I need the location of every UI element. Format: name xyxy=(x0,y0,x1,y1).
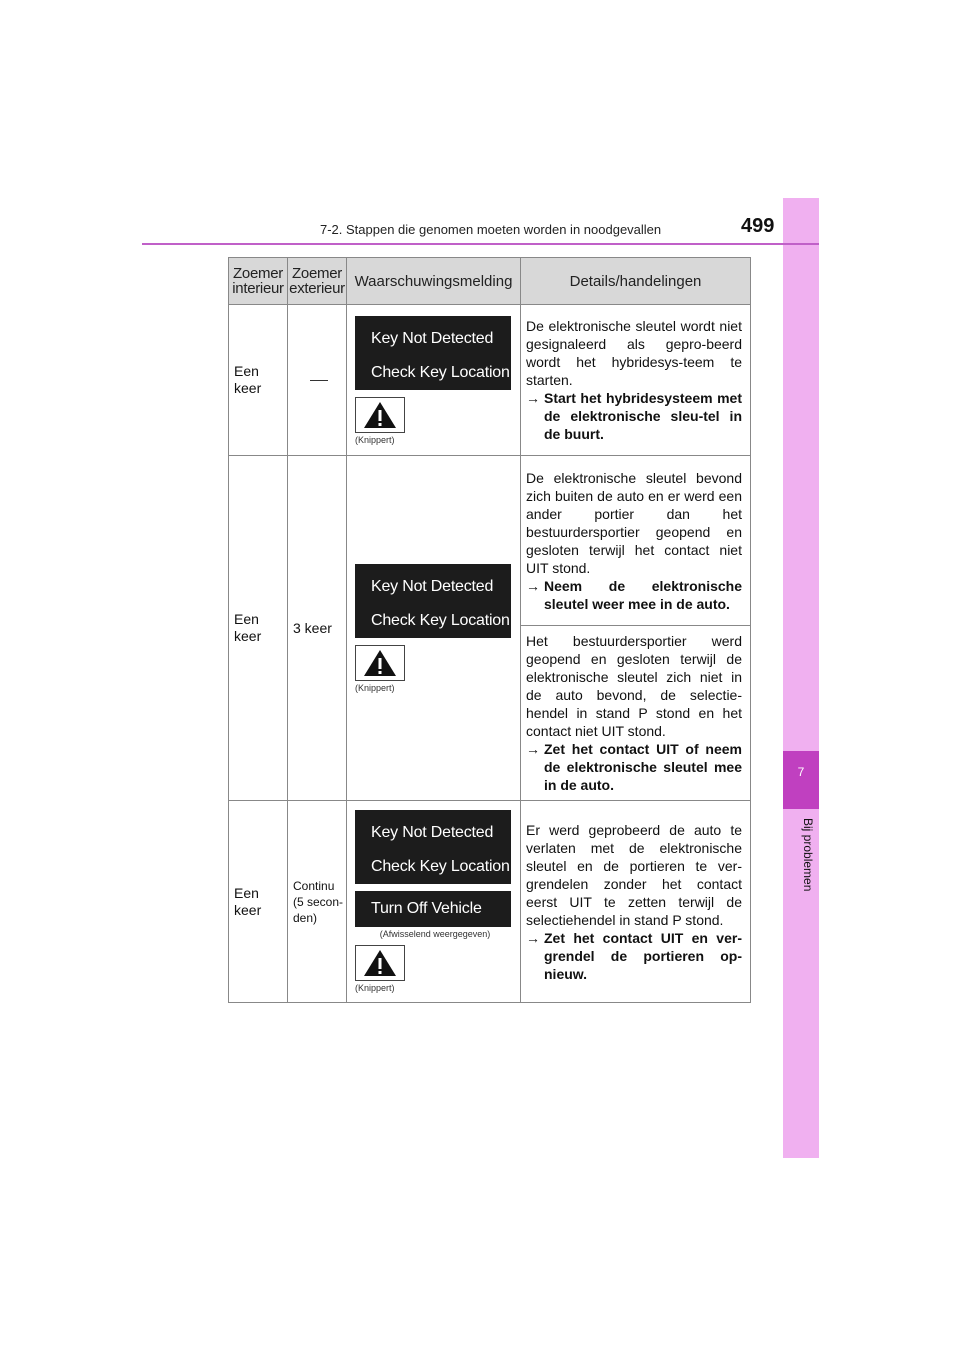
chapter-label: Bij problemen xyxy=(801,818,815,892)
col-header-message: Waarschuwingsmelding xyxy=(347,258,521,305)
display-line-check-key-location: Check Key Location xyxy=(371,858,510,875)
action-text: → Start het hybridesysteem met de elektronische sleu-tel in de buurt. xyxy=(526,390,742,442)
interior-buzzer-cell: Een keer xyxy=(229,801,288,1003)
blink-caption: (Knippert) xyxy=(355,682,395,693)
display-line-key-not-detected: Key Not Detected xyxy=(371,329,494,347)
interior-buzzer-cell: Een keer xyxy=(229,305,288,456)
details-cell xyxy=(521,456,751,626)
warning-table xyxy=(228,257,751,1003)
details-text: Er werd geprobeerd de auto te verlaten met de elektronische sleutel en de portieren te ver-grendelen zonder het contact eerst UIT te zetten terwijl de selectiehendel in stand P stond. xyxy=(526,821,742,928)
display-line-turn-off-vehicle: Turn Off Vehicle xyxy=(355,891,511,927)
display-message xyxy=(355,564,511,638)
details-text: De elektronische sleutel bevond zich buiten de auto en er werd een ander portier dan het bestuurdersportier geopend en gesloten terwijl het contact niet UIT stond. xyxy=(526,469,742,576)
exterior-buzzer-cell xyxy=(288,305,347,456)
arrow-icon: → xyxy=(526,390,540,406)
page-number: 499 xyxy=(741,215,775,237)
table-row xyxy=(229,305,751,456)
table-row xyxy=(229,456,751,626)
exterior-buzzer-cell: 3 keer xyxy=(288,456,347,801)
no-buzzer-dash xyxy=(310,380,328,381)
chapter-side-tab xyxy=(783,198,819,1158)
table-row xyxy=(229,801,751,1003)
header-rule xyxy=(142,243,819,245)
warning-triangle-icon xyxy=(355,945,405,981)
arrow-icon: → xyxy=(526,929,540,946)
message-cell xyxy=(347,801,521,1003)
display-line-check-key-location: Check Key Location xyxy=(371,611,510,629)
details-cell xyxy=(521,626,751,801)
blink-caption: (Knippert) xyxy=(355,983,395,993)
col-header-exterior: Zoemer exterieur xyxy=(288,258,347,305)
warning-triangle-icon xyxy=(355,645,405,681)
exterior-buzzer-cell: Continu (5 secon-den) xyxy=(288,801,347,1003)
chapter-number: 7 xyxy=(797,765,805,779)
arrow-icon: → xyxy=(526,577,540,594)
section-title: 7-2. Stappen die genomen moeten worden in noodgevallen xyxy=(320,222,662,237)
details-cell xyxy=(521,305,751,456)
table-header-row xyxy=(229,258,751,305)
arrow-icon: → xyxy=(526,741,540,757)
message-cell xyxy=(347,305,521,456)
display-line-key-not-detected: Key Not Detected xyxy=(371,824,494,841)
warning-triangle-icon xyxy=(355,397,405,433)
action-text: → Zet het contact UIT en ver-grendel de portieren op-nieuw. xyxy=(526,929,742,982)
alternating-caption: (Afwisselend weergegeven) xyxy=(379,929,491,939)
chapter-number-box xyxy=(783,751,819,809)
details-cell xyxy=(521,801,751,1003)
col-header-interior: Zoemer interieur xyxy=(229,258,288,305)
details-text: De elektronische sleutel wordt niet gesignaleerd als gepro-beerd wordt het hybridesys-teem te starten. xyxy=(526,318,742,388)
display-line-key-not-detected: Key Not Detected xyxy=(371,577,494,595)
interior-buzzer-cell: Een keer xyxy=(229,456,288,801)
blink-caption: (Knippert) xyxy=(355,434,395,445)
display-message xyxy=(355,810,511,884)
details-text: Het bestuurdersportier werd geopend en gesloten terwijl de elektronische sleutel zich niet in de auto bevond, de selectie-hendel in stand P stond en het contact niet UIT stond. xyxy=(526,633,742,739)
message-cell xyxy=(347,456,521,801)
display-line-check-key-location: Check Key Location xyxy=(371,363,510,381)
action-text: → Neem de elektronische sleutel weer mee in de auto. xyxy=(526,577,742,612)
col-header-details: Details/handelingen xyxy=(521,258,751,305)
action-text: → Zet het contact UIT of neem de elektronische sleutel mee in de auto. xyxy=(526,741,742,793)
display-message xyxy=(355,316,511,390)
